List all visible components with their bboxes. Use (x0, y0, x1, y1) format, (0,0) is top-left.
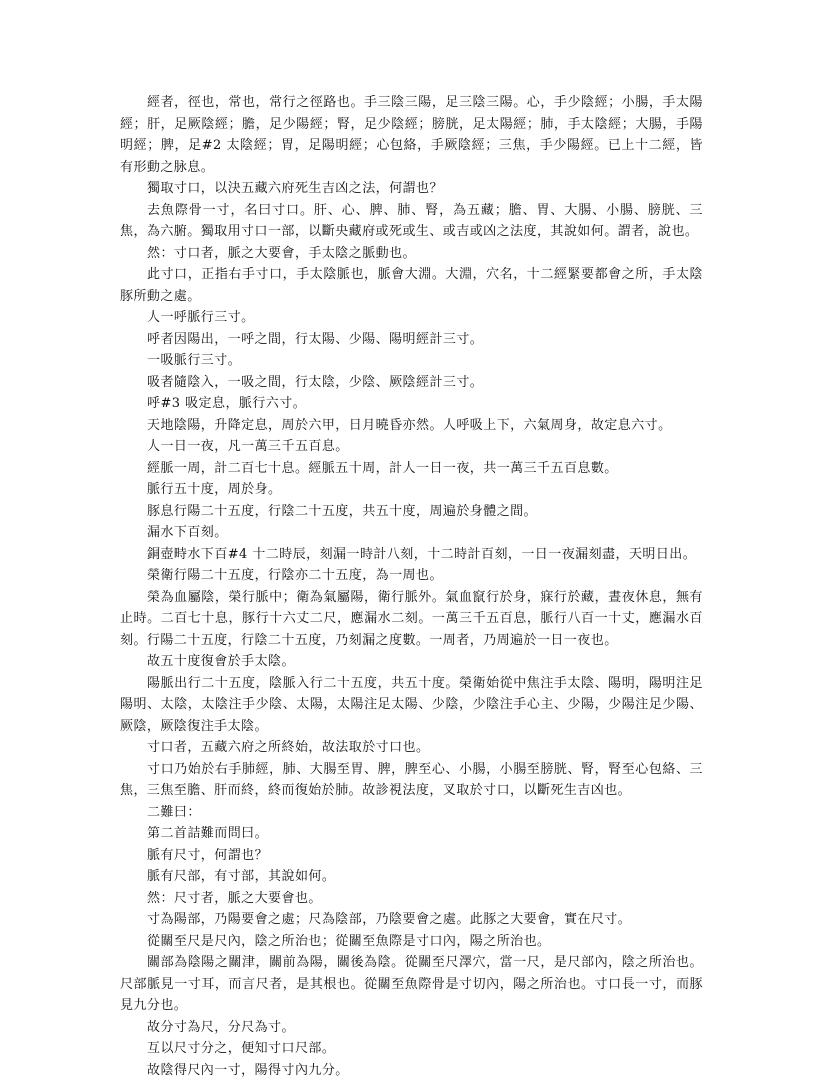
paragraph: 寸為陽部，乃陽要會之處；尺為陰部，乃陰要會之處。此豚之大要會，實在尺寸。 (120, 909, 703, 931)
paragraph: 互以尺寸分之，便知寸口尺部。 (120, 1038, 703, 1060)
paragraph: 寸口乃始於右手肺經，肺、大腸至胃、脾，脾至心、小腸，小腸至膀胱、腎，腎至心包絡、三焦，三焦至膽、肝而終，終而復始於肺。故診視法度，叉取於寸口，以斷死生吉凶也。 (120, 759, 703, 802)
paragraph: 銅壺畤水下百#4 十二時辰，刻漏一時計八刻，十二時計百刻，一日一夜漏刻盡，天明日出。 (120, 544, 703, 566)
paragraph: 經者，徑也，常也，常行之徑路也。手三陰三陽，足三陰三陽。心，手少陰經；小腸，手太陽經；肝，足厥陰經；膽，足少陽經；腎，足少陰經；膀胱，足太陽經；肺，手太陰經；大腸，手陽明經；脾，足#2 太陰經；胃，足陽明經；心包絡，手厥陰經；三焦，手少陽經。已上十二經，皆有形動之脉息。 (120, 92, 703, 178)
paragraph: 脈行五十度，周於身。 (120, 479, 703, 501)
paragraph: 榮為血屬陰，榮行脈中；衛為氣屬陽，衛行脈外。氣血竄行於身，寐行於藏，晝夜休息，無有止時。二百七十息，豚行十六丈二尺，應漏水二刻。一萬三千五百息，脈行八百一十丈，應漏水百刻。行陽二十五度，行陰二十五度，乃刻漏之度數。一周者，乃周遍於一日一夜也。 (120, 587, 703, 652)
paragraph: 脈有尺部，有寸部，其說如何。 (120, 866, 703, 888)
paragraph: 人一日一夜，凡一萬三千五百息。 (120, 436, 703, 458)
paragraph: 脈有尺寸，何謂也？ (120, 845, 703, 867)
paragraph: 關部為陰陽之關津，關前為陽，關後為陰。從關至尺澤穴，當一尺，是尺部內，陰之所治也。尺部脈見一寸耳，而言尺者，是其根也。從關至魚際骨是寸切內，陽之所治也。寸口長一寸，而豚見九分也。 (120, 952, 703, 1017)
paragraph: 漏水下百刻。 (120, 522, 703, 544)
paragraph: 陽脈出行二十五度，陰脈入行二十五度，共五十度。榮衛始從中焦注手太陰、陽明，陽明注足陽明、太陰，太陰注手少陰、太陽，太陽注足太陽、少陰，少陰注手心主、少陽，少陽注足少陽、厥陰，厥陰復注手太陰。 (120, 673, 703, 738)
paragraph: 第二首詰難而問曰。 (120, 823, 703, 845)
paragraph: 呼者因陽出，一呼之間，行太陽、少陽、陽明經計三寸。 (120, 329, 703, 351)
paragraph: 二難曰： (120, 802, 703, 824)
paragraph: 人一呼脈行三寸。 (120, 307, 703, 329)
paragraph: 榮衛行陽二十五度，行陰亦二十五度，為一周也。 (120, 565, 703, 587)
paragraph: 經脈一周，計二百七十息。經脈五十周，計人一日一夜，共一萬三千五百息數。 (120, 458, 703, 480)
paragraph: 故五十度復會於手太陰。 (120, 651, 703, 673)
paragraph: 獨取寸口，以決五藏六府死生吉凶之法，何謂也？ (120, 178, 703, 200)
paragraph: 呼#3 吸定息，脈行六寸。 (120, 393, 703, 415)
paragraph: 從關至尺是尺內，陰之所治也；從關至魚際是寸口內，陽之所治也。 (120, 931, 703, 953)
paragraph: 天地陰陽，升降定息，周於六甲，日月曉昏亦然。人呼吸上下，六氣周身，故定息六寸。 (120, 415, 703, 437)
document-body (120, 92, 703, 1081)
paragraph: 此寸口，正指右手寸口，手太陰脈也，脈會大淵。大淵，穴名，十二經緊要都會之所，手太陰豚所動之處。 (120, 264, 703, 307)
paragraph: 寸口者，五藏六府之所終始，故法取於寸口也。 (120, 737, 703, 759)
paragraph: 故分寸為尺，分尺為寸。 (120, 1017, 703, 1039)
paragraph: 去魚際骨一寸，名曰寸口。肝、心、脾、肺、腎，為五藏；膽、胃、大腸、小腸、膀胱、三焦，為六腑。獨取用寸口一部，以斷央藏府或死或生、或吉或凶之法度，其說如何。謂者，說也。 (120, 200, 703, 243)
paragraph: 然：尺寸者，脈之大要會也。 (120, 888, 703, 910)
paragraph: 故陰得尺內一寸，陽得寸內九分。 (120, 1060, 703, 1081)
paragraph: 吸者隨陰入，一吸之間，行太陰，少陰、厥陰經計三寸。 (120, 372, 703, 394)
paragraph: 然：寸口者，脈之大要會，手太陰之脈動也。 (120, 243, 703, 265)
paragraph: 豚息行陽二十五度，行陰二十五度，共五十度，周遍於身體之間。 (120, 501, 703, 523)
paragraph: 一吸脈行三寸。 (120, 350, 703, 372)
